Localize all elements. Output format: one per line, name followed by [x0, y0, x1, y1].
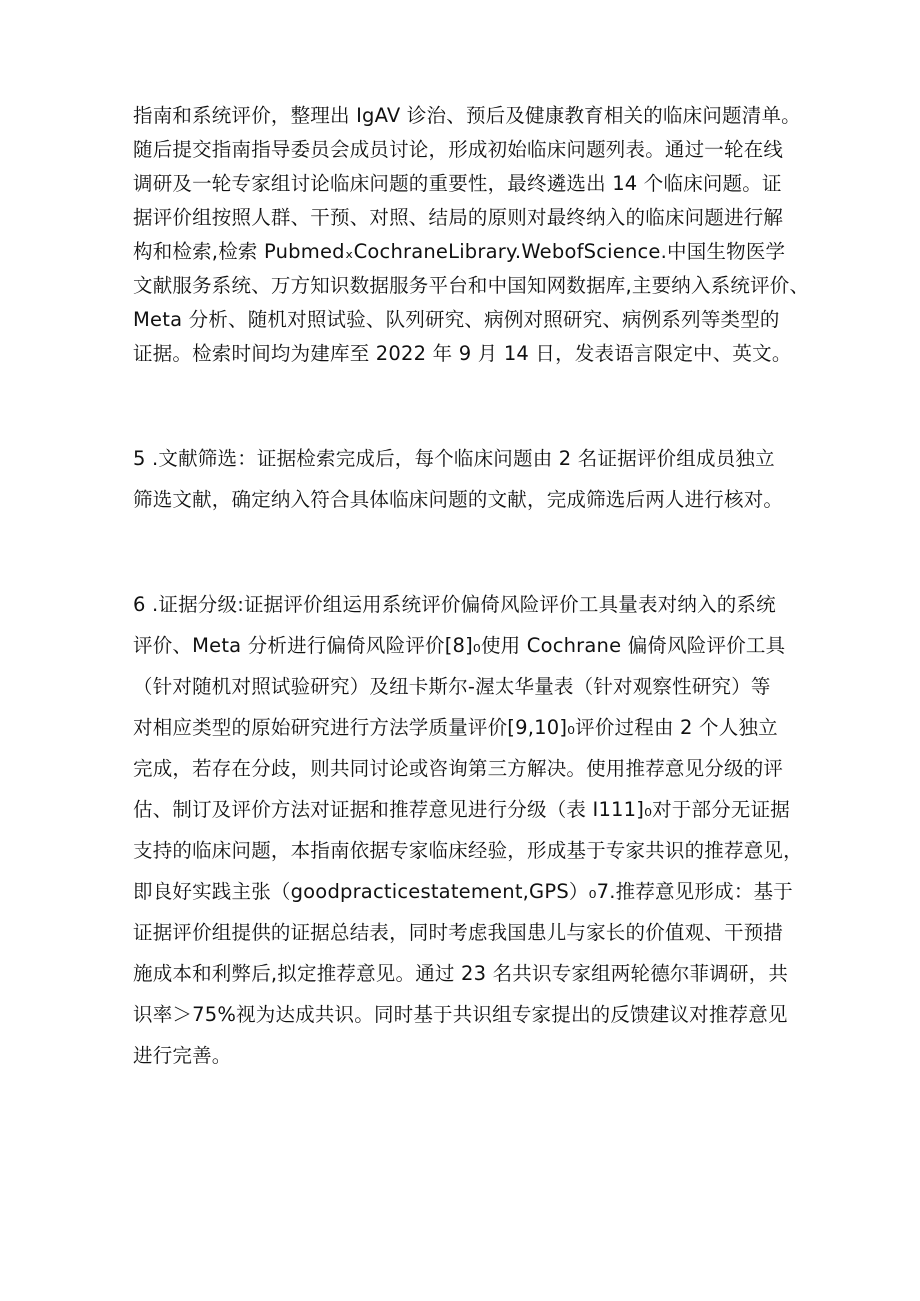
text-line: 识率＞75%视为达成共识。同时基于共识组专家提出的反馈建议对推荐意见: [133, 1003, 788, 1026]
text-line: 证据。检索时间均为建库至 2022 年 9 月 14 日，发表语言限定中、英文。: [133, 342, 792, 365]
text-line: 施成本和利弊后,拟定推荐意见。通过 23 名共识专家组两轮德尔菲调研，共: [133, 962, 789, 985]
text-line: 对相应类型的原始研究进行方法学质量评价[9,10]₀评价过程由 2 个人独立: [133, 716, 778, 739]
text-line: 构和检索,检索 PubmedₓCochraneLibrary.WebofScience.中国生物医学: [133, 240, 786, 263]
text-line: 完成，若存在分歧，则共同讨论或咨询第三方解决。使用推荐意见分级的评: [133, 757, 784, 780]
text-line: 评价、Meta 分析进行偏倚风险评价[8]₀使用 Cochrane 偏倚风险评价工具: [133, 634, 786, 657]
paragraph-literature-screening: [133, 438, 808, 520]
text-line: 随后提交指南指导委员会成员讨论，形成初始临床问题列表。通过一轮在线: [133, 138, 784, 161]
text-line: 6 .证据分级:证据评价组运用系统评价偏倚风险评价工具量表对纳入的系统: [133, 593, 776, 616]
text-line: 即良好实践主张（goodpracticestatement,GPS）₀7.推荐意见形成：基于: [133, 880, 793, 903]
text-line: 文献服务系统、万方知识数据服务平台和中国知网数据库,主要纳入系统评价、: [133, 274, 810, 297]
text-line: Meta 分析、随机对照试验、队列研究、病例对照研究、病例系列等类型的: [133, 308, 780, 331]
text-line: 进行完善。: [133, 1044, 232, 1067]
text-line: 证据评价组提供的证据总结表，同时考虑我国患儿与家长的价值观、干预措: [133, 921, 784, 944]
text-line: 指南和系统评价，整理出 IgAV 诊治、预后及健康教育相关的临床问题清单。: [133, 104, 801, 127]
text-line: 据评价组按照人群、干预、对照、结局的原则对最终纳入的临床问题进行解: [133, 206, 784, 229]
text-line: （针对随机对照试验研究）及纽卡斯尔-渥太华量表（针对观察性研究）等: [133, 675, 771, 698]
text-line: 支持的临床问题，本指南依据专家临床经验，形成基于专家共识的推荐意见，: [133, 839, 803, 862]
text-line: 5 .文献筛选：证据检索完成后，每个临床问题由 2 名证据评价组成员独立: [133, 447, 775, 470]
paragraph-literature-search: [133, 99, 808, 371]
text-line: 估、制订及评价方法对证据和推荐意见进行分级（表 I111]₀对于部分无证据: [133, 798, 790, 821]
text-line: 筛选文献，确定纳入符合具体临床问题的文献，完成筛选后两人进行核对。: [133, 488, 784, 511]
text-line: 调研及一轮专家组讨论临床问题的重要性，最终遴选出 14 个临床问题。证: [133, 172, 782, 195]
paragraph-evidence-grading: [133, 584, 808, 1076]
